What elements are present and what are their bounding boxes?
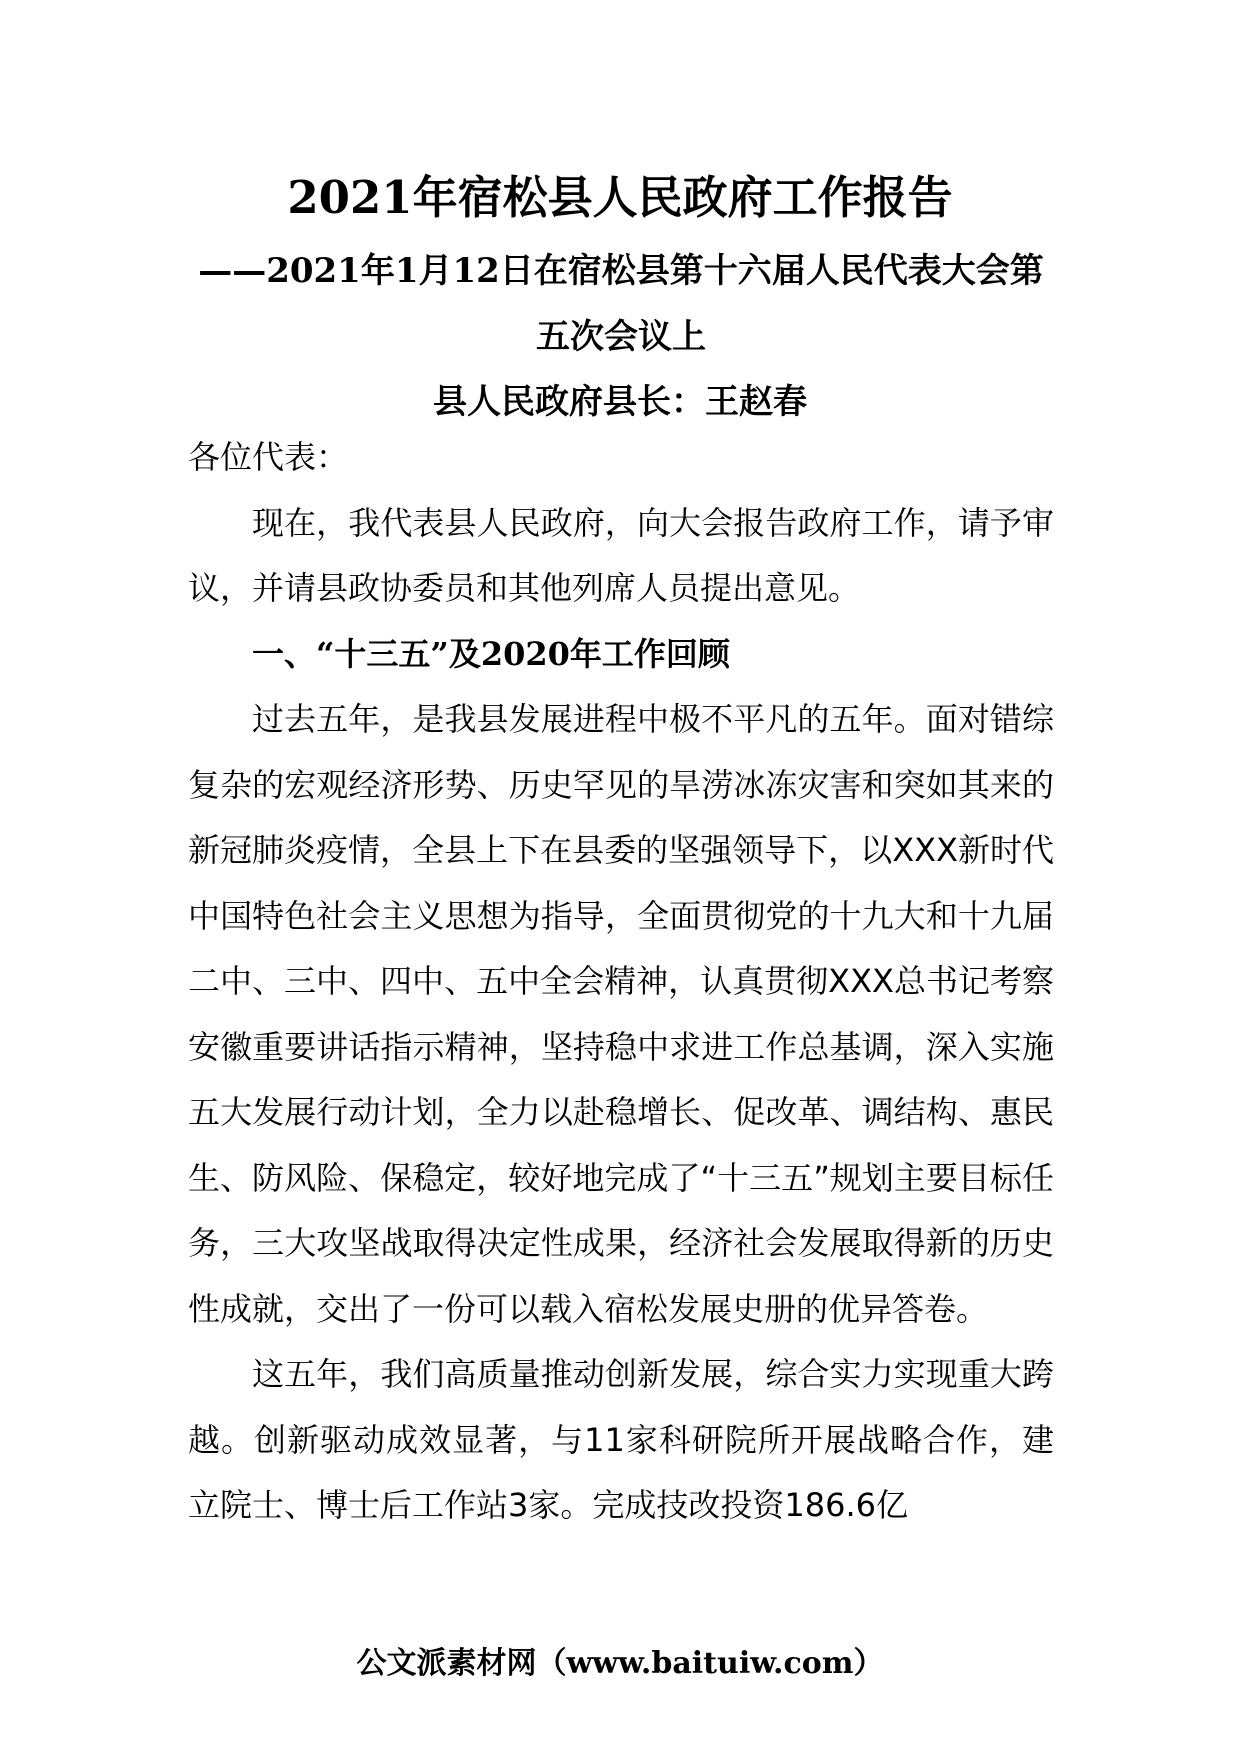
document-subtitle: ——2021年1月12日在宿松县第十六届人民代表大会第五次会议上 [198, 251, 1044, 357]
body-paragraph: 过去五年，是我县发展进程中极不平凡的五年。面对错综复杂的宏观经济形势、历史罕见的旱涝冰冻灾害和突如其来的新冠肺炎疫情，全县上下在县委的坚强领导下，以XXX新时代中国特色社会主义思想为指导，全面贯彻党的十九大和十九届二中、三中、四中、五中全会精神，认真贯彻XXX总书记考察安徽重要讲话指示精神，坚持稳中求进工作总基调，深入实施五大发展行动计划，全力以赴稳增长、促改革、调结构、惠民生、防风险、保稳定，较好地完成了“十三五”规划主要目标任务，三大攻坚战取得决定性成果，经济社会发展取得新的历史性成就，交出了一份可以载入宿松发展史册的优异答卷。 [188, 700, 1054, 1328]
footer-watermark: 公文派素材网（www.baituiw.com） [356, 1646, 884, 1681]
section-heading: 一、“十三五”及2020年工作回顾 [252, 634, 730, 673]
document-title: 2021年宿松县人民政府工作报告 [287, 171, 953, 224]
body-paragraph: 这五年，我们高质量推动创新发展，综合实力实现重大跨越。创新驱动成效显著，与11家科研院所开展战略合作，建立院士、博士后工作站3家。完成技改投资186.6亿 [188, 1355, 1054, 1524]
document-author: 县人民政府县长：王赵春 [433, 382, 807, 422]
document-body [188, 425, 1054, 1539]
intro-paragraph: 现在，我代表县人民政府，向大会报告政府工作，请予审议，并请县政协委员和其他列席人员提出意见。 [188, 503, 1054, 607]
salutation: 各位代表： [188, 438, 349, 476]
